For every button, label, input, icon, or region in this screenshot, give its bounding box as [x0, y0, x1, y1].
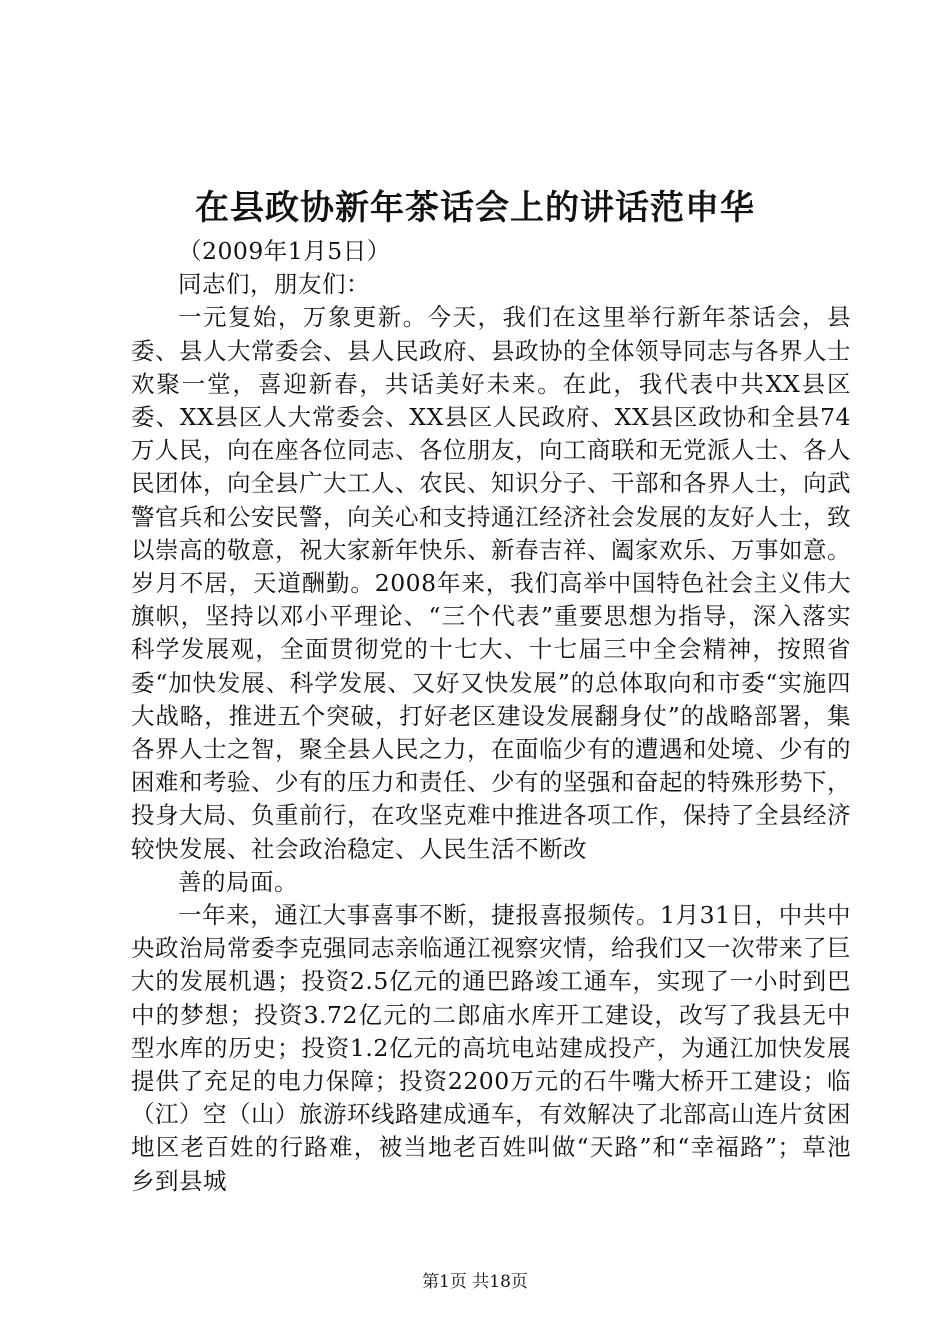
document-body	[131, 235, 851, 1198]
paragraph: 一年来，通江大事喜事不断，捷报喜报频传。1月31日，中共中央政治局常委李克强同志亲临通江视察灾情，给我们又一次带来了巨大的发展机遇；投资2.5亿元的通巴路竣工通车，实现了一小时到巴中的梦想；投资3.72亿元的二郎庙水库开工建设，改写了我县无中型水库的历史；投资1.2亿元的高坑电站建成投产，为通江加快发展提供了充足的电力保障；投资2200万元的石牛嘴大桥开工建设；临（江）空（山）旅游环线路建成通车，有效解决了北部高山连片贫困地区老百姓的行路难，被当地老百姓叫做“天路”和“幸福路”；草池乡到县城	[131, 901, 851, 1195]
page-indicator: 第1页 共18页	[422, 1272, 528, 1292]
paragraph: 善的局面。	[178, 867, 298, 896]
paragraph: 一元复始，万象更新。今天，我们在这里举行新年茶话会，县委、县人大常委会、县人民政府、县政协的全体领导同志与各界人士欢聚一堂，喜迎新春，共话美好未来。在此，我代表中共XX县区委、XX县区人大常委会、XX县区人民政府、XX县区政协和全县74万人民，向在座各位同志、各位朋友，向工商联和无党派人士、各人民团体，向全县广大工人、农民、知识分子、干部和各界人士，向武警官兵和公安民警，向关心和支持通江经济社会发展的友好人士，致以崇高的敬意，祝大家新年快乐、新春吉祥、阖家欢乐、万事如意。岁月不居，天道酬勤。2008年来，我们高举中国特色社会主义伟大旗帜，坚持以邓小平理论、“三个代表”重要思想为指导，深入落实科学发展观，全面贯彻党的十七大、十七届三中全会精神，按照省委“加快发展、科学发展、又好又快发展”的总体取向和市委“实施四大战略，推进五个突破，打好老区建设发展翻身仗”的战略部署，集各界人士之智，聚全县人民之力，在面临少有的遭遇和处境、少有的困难和考验、少有的压力和责任、少有的坚强和奋起的特殊形势下，投身大局、负重前行，在攻坚克难中推进各项工作，保持了全县经济较快发展、社会政治稳定、人民生活不断改	[131, 303, 851, 863]
salutation: 同志们，朋友们：	[178, 270, 370, 299]
date-line: （2009年1月5日）	[178, 237, 391, 265]
document-title: 在县政协新年茶话会上的讲话范申华	[195, 188, 755, 228]
